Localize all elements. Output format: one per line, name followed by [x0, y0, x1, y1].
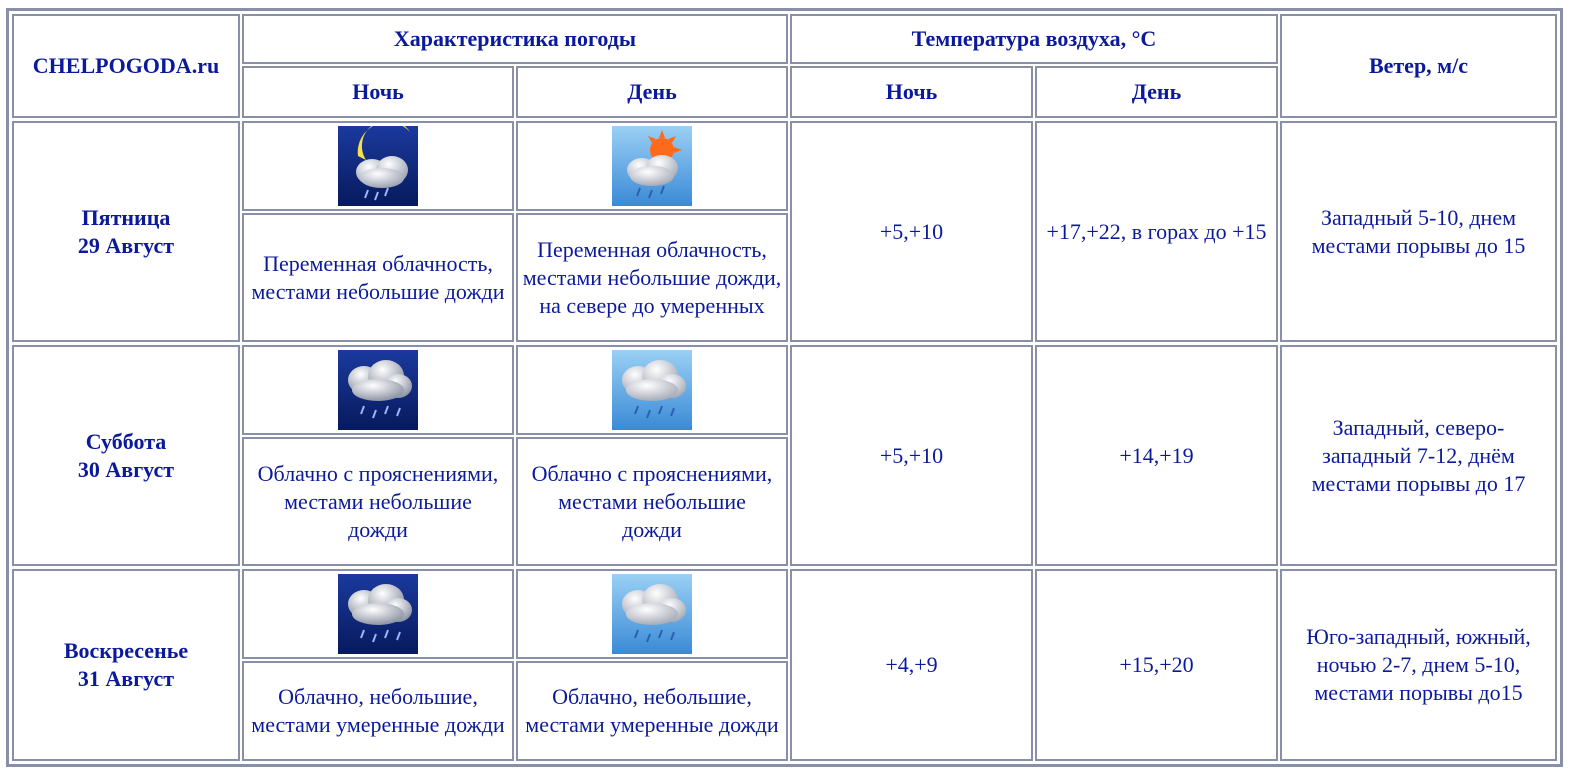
night-desc-1: Переменная облачность, местами небольшие дожди [242, 213, 514, 342]
site-name[interactable]: CHELPOGODA.ru [12, 14, 240, 118]
temp-night-3: +4,+9 [790, 569, 1033, 761]
temp-day-3: +15,+20 [1035, 569, 1278, 761]
date: 29 Август [77, 232, 175, 258]
weekday: Суббота [85, 428, 167, 454]
day-cloudy-rain-icon [612, 574, 692, 654]
wind-header: Ветер, м/с [1280, 14, 1557, 118]
night-icon-cell-3 [242, 569, 514, 659]
day-icon-cell-1 [516, 121, 788, 211]
day-cell-2 [12, 345, 240, 566]
day-sun-cloud-rain-icon [612, 126, 692, 206]
date: 31 Август [77, 666, 175, 691]
temp-night-header: Ночь [790, 66, 1033, 118]
night-cloudy-rain-icon [338, 350, 418, 430]
weather-day-header: День [516, 66, 788, 118]
night-desc-3: Облачно, небольшие, местами умеренные дожди [242, 661, 514, 761]
wind-1: Западный 5-10, днем местами порывы до 15 [1280, 121, 1557, 342]
weather-night-header: Ночь [242, 66, 514, 118]
temp-night-2: +5,+10 [790, 345, 1033, 566]
day-desc-3: Облачно, небольшие, местами умеренные дожди [516, 661, 788, 761]
day-icon-cell-3 [516, 569, 788, 659]
date: 30 Август [77, 456, 175, 482]
wind-2: Западный, северо-западный 7-12, днём местами порывы до 17 [1280, 345, 1557, 566]
weekday: Пятница [81, 204, 171, 230]
day-desc-1: Переменная облачность, местами небольшие дожди, на севере до умеренных [516, 213, 788, 342]
weekday: Воскресенье [63, 638, 189, 663]
air-temp-header: Температура воздуха, °C [790, 14, 1278, 64]
temp-day-header: День [1035, 66, 1278, 118]
temp-day-1: +17,+22, в горах до +15 [1035, 121, 1278, 342]
day-icon-cell-2 [516, 345, 788, 435]
night-partly-cloudy-rain-icon [338, 126, 418, 206]
weather-char-header: Характеристика погоды [242, 14, 788, 64]
temp-day-2: +14,+19 [1035, 345, 1278, 566]
night-desc-2: Облачно с прояснениями, местами небольшие дожди [242, 437, 514, 566]
day-desc-2: Облачно с прояснениями, местами небольшие дожди [516, 437, 788, 566]
temp-night-1: +5,+10 [790, 121, 1033, 342]
night-cloudy-rain-icon [338, 574, 418, 654]
day-cell-1 [12, 121, 240, 342]
night-icon-cell-2 [242, 345, 514, 435]
wind-3: Юго-западный, южный, ночью 2-7, днем 5-10, местами порывы до15 [1280, 569, 1557, 761]
day-cloudy-rain-icon [612, 350, 692, 430]
night-icon-cell-1 [242, 121, 514, 211]
day-cell-3 [12, 569, 240, 761]
